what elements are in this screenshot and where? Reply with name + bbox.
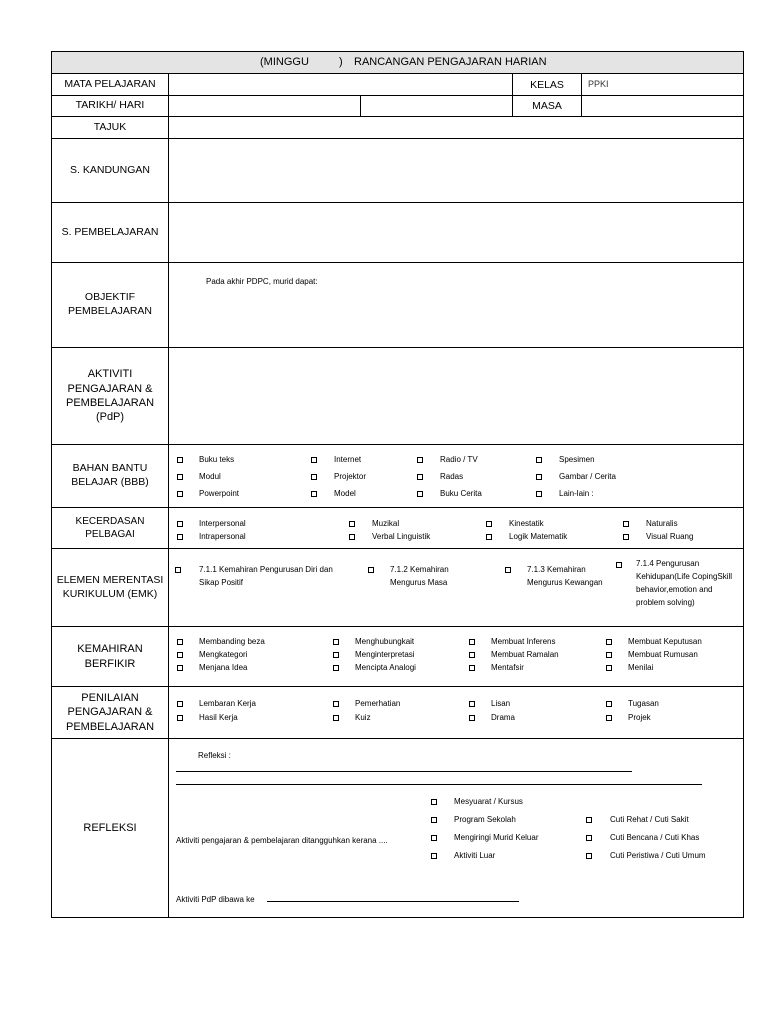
penilaian-option-label: Hasil Kerja — [199, 713, 238, 722]
bbb-option-label: Projektor — [334, 472, 367, 481]
bbb-option-label: Modul — [199, 472, 221, 481]
label-s-kandungan: S. KANDUNGAN — [52, 139, 169, 202]
row-s-pembelajaran — [52, 203, 743, 263]
row-objektif — [52, 263, 743, 348]
penilaian-option-label: Drama — [491, 713, 516, 722]
refleksi-label: Refleksi : — [198, 751, 231, 760]
row-tajuk — [52, 117, 743, 139]
checkbox-penilaian-4-1[interactable] — [606, 701, 612, 707]
header-minggu: (MINGGU — [260, 56, 309, 68]
checkbox-kemahiran-4-1[interactable] — [606, 639, 612, 645]
row-emk — [52, 549, 743, 627]
checkbox-penilaian-1-2[interactable] — [177, 715, 183, 721]
checkbox-penilaian-4-2[interactable] — [606, 715, 612, 721]
reason-a-label: Aktiviti Luar — [454, 851, 496, 860]
label-kemahiran: KEMAHIRAN BERFIKIR — [52, 627, 169, 686]
bbb-option-label: Lain-lain : — [559, 489, 594, 498]
row-refleksi — [52, 739, 743, 917]
emk-options — [170, 549, 743, 626]
kecerdasan-option-label: Muzikal — [372, 519, 400, 528]
checkbox-reason-a-4[interactable] — [431, 853, 437, 859]
checkbox-bbb-3-3[interactable] — [417, 491, 423, 497]
label-tarikh: TARIKH/ HARI — [52, 96, 169, 116]
field-s-kandungan[interactable] — [170, 139, 743, 202]
checkbox-kecerdasan-4-2[interactable] — [623, 534, 629, 540]
checkbox-bbb-4-3[interactable] — [536, 491, 542, 497]
kemahiran-option-label: Menghubungkait — [355, 637, 415, 646]
emk-3-label: 7.1.3 Kemahiran Mengurus Kewangan — [527, 565, 603, 587]
row-bbb — [52, 445, 743, 508]
header-paren: ) — [339, 56, 343, 68]
row-tarikh — [52, 96, 743, 117]
field-aktiviti[interactable] — [170, 348, 743, 444]
bbb-option-label: Gambar / Cerita — [559, 472, 616, 481]
page-title: RANCANGAN PENGAJARAN HARIAN — [354, 56, 547, 68]
kemahiran-option-label: Menjana Idea — [199, 663, 248, 672]
bbb-options — [170, 445, 743, 507]
dibawa-text: Aktiviti PdP dibawa ke — [176, 895, 255, 904]
checkbox-kemahiran-2-1[interactable] — [333, 639, 339, 645]
bbb-option-label: Buku teks — [199, 455, 235, 464]
field-objektif[interactable] — [170, 263, 743, 347]
kemahiran-option-label: Menilai — [628, 663, 654, 672]
checkbox-bbb-1-1[interactable] — [177, 457, 183, 463]
checkbox-bbb-1-3[interactable] — [177, 491, 183, 497]
checkbox-bbb-3-1[interactable] — [417, 457, 423, 463]
kelas-value: PPKI — [588, 79, 609, 89]
checkbox-emk-3[interactable] — [505, 567, 511, 573]
checkbox-kecerdasan-1-2[interactable] — [177, 534, 183, 540]
kecerdasan-options — [170, 508, 743, 548]
checkbox-kemahiran-3-1[interactable] — [469, 639, 475, 645]
penilaian-option-label: Lembaran Kerja — [199, 699, 256, 708]
checkbox-reason-b-3[interactable] — [586, 853, 592, 859]
field-masa[interactable] — [582, 96, 743, 116]
kemahiran-option-label: Mencipta Analogi — [355, 663, 416, 672]
refleksi-line-1[interactable] — [176, 771, 632, 772]
checkbox-emk-1[interactable] — [175, 567, 181, 573]
checkbox-kemahiran-1-3[interactable] — [177, 665, 183, 671]
label-penilaian: PENILAIAN PENGAJARAN & PEMBELAJARAN — [52, 687, 169, 738]
bbb-option-label: Radas — [440, 472, 464, 481]
label-emk: ELEMEN MERENTASI KURIKULUM (EMK) — [52, 549, 169, 626]
reason-b-label: Cuti Peristiwa / Cuti Umum — [610, 851, 706, 860]
penilaian-option-label: Projek — [628, 713, 651, 722]
kemahiran-option-label: Membuat Ramalan — [491, 650, 559, 659]
ditangguh-text: Aktiviti pengajaran & pembelajaran ditangguhkan kerana .... — [176, 836, 388, 845]
checkbox-kecerdasan-4-1[interactable] — [623, 521, 629, 527]
checkbox-kecerdasan-1-1[interactable] — [177, 521, 183, 527]
label-objektif: OBJEKTIF PEMBELAJARAN — [52, 263, 169, 347]
kecerdasan-option-label: Naturalis — [646, 519, 678, 528]
penilaian-option-label: Tugasan — [628, 699, 659, 708]
checkbox-reason-a-3[interactable] — [431, 835, 437, 841]
kecerdasan-option-label: Logik Matematik — [509, 532, 568, 541]
checkbox-bbb-4-2[interactable] — [536, 474, 542, 480]
field-hari[interactable] — [361, 96, 512, 116]
checkbox-kecerdasan-3-2[interactable] — [486, 534, 492, 540]
penilaian-options — [170, 687, 743, 738]
row-kecerdasan — [52, 508, 743, 549]
label-tajuk: TAJUK — [52, 117, 169, 138]
objektif-text: Pada akhir PDPC, murid dapat: — [206, 277, 318, 286]
checkbox-kecerdasan-2-1[interactable] — [349, 521, 355, 527]
checkbox-kemahiran-2-2[interactable] — [333, 652, 339, 658]
reason-a-label: Program Sekolah — [454, 815, 516, 824]
label-mata-pelajaran: MATA PELAJARAN — [52, 74, 169, 95]
kemahiran-option-label: Membuat Inferens — [491, 637, 556, 646]
field-tarikh[interactable] — [170, 96, 360, 116]
refleksi-area — [170, 739, 743, 917]
label-bbb: BAHAN BANTU BELAJAR (BBB) — [52, 445, 169, 507]
checkbox-kemahiran-1-2[interactable] — [177, 652, 183, 658]
kecerdasan-option-label: Kinestatik — [509, 519, 544, 528]
kecerdasan-option-label: Intrapersonal — [199, 532, 246, 541]
row-aktiviti — [52, 348, 743, 445]
checkbox-kemahiran-3-3[interactable] — [469, 665, 475, 671]
label-s-pembelajaran: S. PEMBELAJARAN — [52, 203, 169, 262]
bbb-option-label: Buku Cerita — [440, 489, 482, 498]
checkbox-emk-4[interactable] — [616, 562, 622, 568]
checkbox-penilaian-3-1[interactable] — [469, 701, 475, 707]
row-penilaian — [52, 687, 743, 739]
bbb-option-label: Model — [334, 489, 356, 498]
checkbox-penilaian-1-1[interactable] — [177, 701, 183, 707]
field-s-pembelajaran[interactable] — [170, 203, 743, 262]
checkbox-penilaian-2-2[interactable] — [333, 715, 339, 721]
checkbox-penilaian-3-2[interactable] — [469, 715, 475, 721]
checkbox-reason-a-2[interactable] — [431, 817, 437, 823]
reason-a-label: Mesyuarat / Kursus — [454, 797, 523, 806]
checkbox-penilaian-2-1[interactable] — [333, 701, 339, 707]
checkbox-reason-a-1[interactable] — [431, 799, 437, 805]
kecerdasan-option-label: Interpersonal — [199, 519, 246, 528]
label-kecerdasan: KECERDASAN PELBAGAI — [52, 508, 169, 548]
kecerdasan-option-label: Visual Ruang — [646, 532, 694, 541]
checkbox-bbb-2-1[interactable] — [311, 457, 317, 463]
checkbox-kecerdasan-3-1[interactable] — [486, 521, 492, 527]
kemahiran-option-label: Membuat Rumusan — [628, 650, 698, 659]
checkbox-bbb-1-2[interactable] — [177, 474, 183, 480]
checkbox-bbb-2-3[interactable] — [311, 491, 317, 497]
bbb-option-label: Spesimen — [559, 455, 595, 464]
label-kelas: KELAS — [530, 78, 564, 91]
checkbox-kemahiran-1-1[interactable] — [177, 639, 183, 645]
checkbox-emk-2[interactable] — [368, 567, 374, 573]
row-mata-pelajaran — [52, 74, 743, 96]
lesson-plan-form — [51, 51, 744, 918]
bbb-option-label: Internet — [334, 455, 362, 464]
penilaian-option-label: Pemerhatian — [355, 699, 401, 708]
form-header — [52, 52, 743, 74]
checkbox-bbb-4-1[interactable] — [536, 457, 542, 463]
checkbox-reason-b-2[interactable] — [586, 835, 592, 841]
label-aktiviti: AKTIVITI PENGAJARAN & PEMBELAJARAN (PdP) — [52, 348, 169, 444]
field-mata-pelajaran[interactable] — [170, 74, 512, 95]
emk-4-label: 7.1.4 Pengurusan Kehidupan(Life CopingSkill behavior,emotion and problem solving) — [636, 559, 733, 607]
kemahiran-options — [170, 627, 743, 686]
bbb-option-label: Radio / TV — [440, 455, 478, 464]
bbb-option-label: Powerpoint — [199, 489, 240, 498]
checkbox-kemahiran-3-2[interactable] — [469, 652, 475, 658]
dibawa-line[interactable] — [267, 901, 519, 902]
label-masa: MASA — [532, 100, 562, 112]
checkbox-kemahiran-2-3[interactable] — [333, 665, 339, 671]
reason-b-label: Cuti Rehat / Cuti Sakit — [610, 815, 689, 824]
refleksi-line-2[interactable] — [176, 784, 702, 785]
kemahiran-option-label: Membanding beza — [199, 637, 265, 646]
checkbox-bbb-2-2[interactable] — [311, 474, 317, 480]
penilaian-option-label: Lisan — [491, 699, 511, 708]
label-refleksi: REFLEKSI — [52, 739, 169, 917]
emk-1-label: 7.1.1 Kemahiran Pengurusan Diri dan Sikap Positif — [199, 565, 333, 587]
checkbox-reason-b-1[interactable] — [586, 817, 592, 823]
reason-b-label: Cuti Bencana / Cuti Khas — [610, 833, 700, 842]
checkbox-kemahiran-4-2[interactable] — [606, 652, 612, 658]
emk-2-label: 7.1.2 Kemahiran Mengurus Masa — [390, 565, 449, 587]
checkbox-bbb-3-2[interactable] — [417, 474, 423, 480]
kemahiran-option-label: Menginterpretasi — [355, 650, 415, 659]
checkbox-kemahiran-4-3[interactable] — [606, 665, 612, 671]
reason-a-label: Mengiringi Murid Keluar — [454, 833, 539, 842]
kecerdasan-option-label: Verbal Linguistik — [372, 532, 431, 541]
row-kemahiran — [52, 627, 743, 687]
kemahiran-option-label: Membuat Keputusan — [628, 637, 702, 646]
kemahiran-option-label: Mentafsir — [491, 663, 524, 672]
checkbox-kecerdasan-2-2[interactable] — [349, 534, 355, 540]
field-tajuk[interactable] — [170, 117, 743, 138]
kemahiran-option-label: Mengkategori — [199, 650, 248, 659]
penilaian-option-label: Kuiz — [355, 713, 371, 722]
row-s-kandungan — [52, 139, 743, 203]
